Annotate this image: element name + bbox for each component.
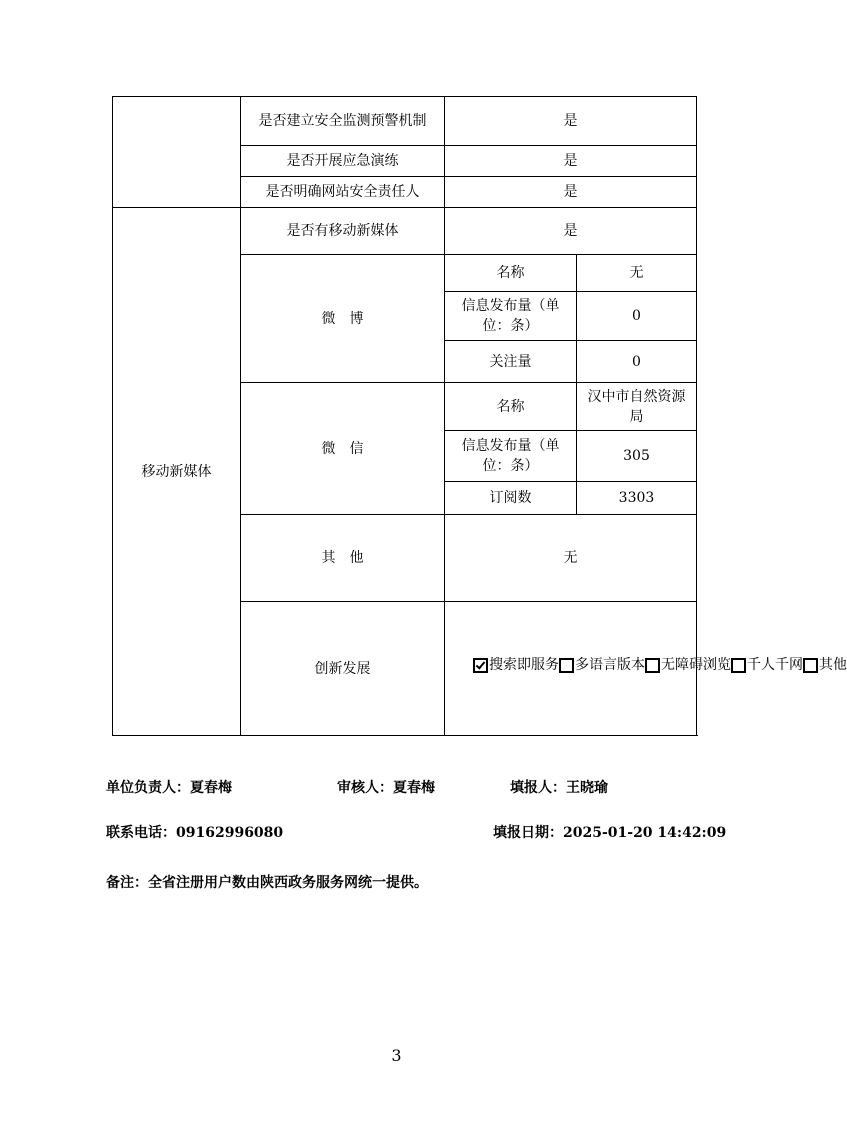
other-value: 无: [445, 515, 697, 602]
innovation-option[interactable]: [473, 655, 559, 675]
innovation-option[interactable]: [559, 655, 645, 675]
note: 备注：全省注册用户数由陕西政务服务网统一提供。: [106, 875, 428, 891]
wechat-label: 微 信: [241, 383, 445, 515]
report-table: [112, 96, 847, 736]
wechat-subscribers-label: 订阅数: [445, 482, 577, 515]
drill-label: 是否开展应急演练: [241, 146, 445, 177]
weibo-name-label: 名称: [445, 255, 577, 292]
media-section-label: 移动新媒体: [113, 208, 241, 736]
innovation-section-label: 创新发展: [241, 602, 445, 736]
contact-phone: 联系电话：09162996080: [106, 825, 284, 841]
innovation-option-label: 千人千网: [747, 657, 803, 673]
wechat-posts-value: 305: [577, 431, 697, 482]
reviewer: 审核人：夏春梅: [337, 780, 435, 796]
owner-value: 是: [445, 177, 697, 208]
innovation-option[interactable]: [731, 655, 803, 675]
innovation-option[interactable]: [803, 655, 847, 675]
wechat-subscribers-value: 3303: [577, 482, 697, 515]
monitor-label: 是否建立安全监测预警机制: [241, 97, 445, 146]
other-label: 其 他: [241, 515, 445, 602]
page-number: 3: [391, 1046, 402, 1065]
unchecked-box-icon[interactable]: [645, 658, 660, 673]
wechat-posts-label: 信息发布量（单位：条）: [445, 431, 577, 482]
unchecked-box-icon[interactable]: [731, 658, 746, 673]
has-media-label: 是否有移动新媒体: [241, 208, 445, 255]
wechat-name-value: 汉中市自然资源局: [577, 383, 697, 431]
weibo-followers-value: 0: [577, 341, 697, 383]
section-security-blank: [113, 97, 241, 208]
monitor-value: 是: [445, 97, 697, 146]
innovation-option-label: 其他: [819, 657, 847, 673]
weibo-posts-label: 信息发布量（单位：条）: [445, 292, 577, 341]
fill-date: 填报日期：2025-01-20 14:42:09: [493, 825, 727, 841]
drill-value: 是: [445, 146, 697, 177]
unchecked-box-icon[interactable]: [559, 658, 574, 673]
weibo-label: 微 博: [241, 255, 445, 383]
weibo-followers-label: 关注量: [445, 341, 577, 383]
innovation-option-label: 搜索即服务: [489, 657, 559, 673]
unit-head: 单位负责人：夏春梅: [106, 780, 232, 796]
weibo-posts-value: 0: [577, 292, 697, 341]
filler: 填报人：王晓瑜: [510, 780, 608, 796]
innovation-option-label: 多语言版本: [575, 657, 645, 673]
innovation-option[interactable]: [645, 655, 731, 675]
weibo-name-value: 无: [577, 255, 697, 292]
unchecked-box-icon[interactable]: [803, 658, 818, 673]
owner-label: 是否明确网站安全责任人: [241, 177, 445, 208]
innovation-options: [445, 602, 847, 736]
innovation-option-label: 无障碍浏览: [661, 657, 731, 673]
has-media-value: 是: [445, 208, 697, 255]
wechat-name-label: 名称: [445, 383, 577, 431]
checked-box-icon[interactable]: [473, 658, 488, 673]
